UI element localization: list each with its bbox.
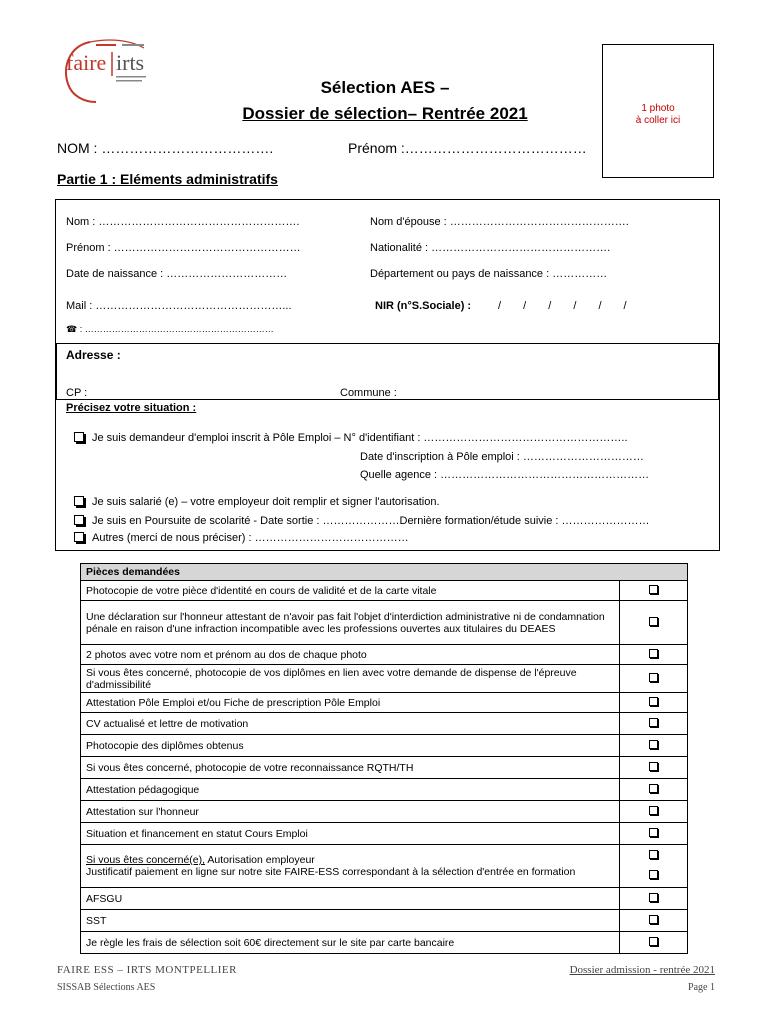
piece-row: Si vous êtes concerné, photocopie de votre reconnaissance RQTH/TH	[81, 757, 620, 779]
situation-demandeur-label: Je suis demandeur d'emploi inscrit à Pôle Emploi – N° d'identifiant : ………………………………………………..	[92, 432, 628, 444]
piece-row: Une déclaration sur l'honneur attestant de n'avoir pas fait l'objet d'interdiction administrative ni de condamnation pénale en raison d'une infraction incompatible avec les professions ouvertes aux titulaires du DEAES	[81, 601, 620, 645]
piece-row: Je règle les frais de sélection soit 60€ directement sur le site par carte bancaire	[81, 932, 620, 954]
prenom-input[interactable]: Prénom : ……………………………………………	[66, 242, 301, 254]
piece-checkbox[interactable]	[649, 915, 658, 924]
piece-row-employeur	[81, 845, 620, 888]
nom-epouse-input[interactable]: Nom d'épouse : ………………………………………….	[370, 216, 629, 228]
piece-checkbox[interactable]	[649, 893, 658, 902]
agence-field[interactable]: Quelle agence : …………………………………………………	[360, 469, 650, 481]
piece-checkbox[interactable]	[649, 585, 658, 594]
prenom-field[interactable]: Prénom :…………………………………	[348, 140, 587, 156]
piece-row: Attestation pédagogique	[81, 779, 620, 801]
piece-checkbox[interactable]	[649, 762, 658, 771]
piece-checkbox[interactable]	[649, 937, 658, 946]
faire-irts-logo	[60, 36, 172, 106]
date-inscription-field[interactable]: Date d'inscription à Pôle emploi : ……………………………	[360, 451, 644, 463]
commune-input[interactable]: Commune :	[340, 387, 397, 399]
piece-checkbox[interactable]	[649, 673, 658, 682]
situation-scolarite[interactable]	[74, 515, 650, 527]
piece-row: Attestation sur l'honneur	[81, 801, 620, 823]
nom-input[interactable]: Nom : ……………………………………………….	[66, 216, 300, 228]
photo-label-1: 1 photo	[641, 103, 675, 114]
situation-heading: Précisez votre situation :	[66, 402, 197, 414]
footer-sub: SISSAB Sélections AES	[57, 982, 156, 993]
piece-row: CV actualisé et lettre de motivation	[81, 713, 620, 735]
piece-checkbox[interactable]	[649, 718, 658, 727]
nir-label: NIR (n°S.Sociale) :	[375, 300, 472, 312]
date-naissance-input[interactable]: Date de naissance : ……………………………	[66, 268, 288, 280]
piece-row: SST	[81, 910, 620, 932]
nir-input[interactable]: / / / / / /	[498, 300, 627, 312]
piece-checkbox[interactable]	[649, 784, 658, 793]
title-line-1: Sélection AES –	[320, 78, 450, 97]
nom-field[interactable]: NOM : ……………………………….	[57, 140, 274, 156]
piece-row: Si vous êtes concerné, photocopie de vos diplômes en lien avec votre demande de dispense de l'épreuve d'admissibilité	[81, 665, 620, 693]
situation-autres[interactable]	[74, 532, 409, 544]
page-number: Page 1	[688, 982, 715, 993]
piece-checkbox[interactable]	[649, 828, 658, 837]
svg-text:irts: irts	[116, 50, 145, 75]
situation-autres-label: Autres (merci de nous préciser) : ……………………………………	[92, 532, 409, 544]
photo-box	[602, 44, 714, 178]
situation-salarie[interactable]	[74, 496, 440, 508]
phone-input[interactable]: ☎ : ………………………………………………………	[66, 324, 274, 334]
partie1-heading: Partie 1 : Eléments administratifs	[57, 171, 278, 187]
checkbox-salarie[interactable]	[74, 496, 84, 506]
piece-row: AFSGU	[81, 888, 620, 910]
nationalite-input[interactable]: Nationalité : ………………………………………….	[370, 242, 611, 254]
piece-checkbox[interactable]	[649, 649, 658, 658]
photo-label-2: à coller ici	[635, 115, 681, 126]
pieces-header: Pièces demandées	[81, 564, 688, 581]
piece-checkbox[interactable]	[649, 806, 658, 815]
piece-checkbox[interactable]	[649, 850, 658, 859]
cp-input[interactable]: CP :	[66, 387, 88, 399]
footer-org: FAIRE ESS – IRTS MONTPELLIER	[57, 964, 237, 976]
situation-scolarite-label: Je suis en Poursuite de scolarité - Date sortie : …………………Dernière formation/étude suivie : ……………………	[92, 515, 650, 527]
footer-doc-title: Dossier admission - rentrée 2021	[569, 964, 715, 976]
svg-text:faire: faire	[66, 50, 107, 75]
checkbox-autres[interactable]	[74, 532, 84, 542]
piece-row: Photocopie des diplômes obtenus	[81, 735, 620, 757]
pieces-table	[80, 563, 688, 954]
checkbox-demandeur[interactable]	[74, 432, 84, 442]
adresse-label: Adresse :	[66, 348, 121, 362]
concerne-text: Si vous êtes concerné(e),	[86, 854, 206, 866]
piece-row: Photocopie de votre pièce d'identité en cours de validité et de la carte vitale	[81, 581, 620, 601]
piece-row: Situation et financement en statut Cours Emploi	[81, 823, 620, 845]
piece-checkbox[interactable]	[649, 740, 658, 749]
piece-checkbox[interactable]	[649, 870, 658, 879]
piece-checkbox[interactable]	[649, 697, 658, 706]
checkbox-scolarite[interactable]	[74, 515, 84, 525]
title-line-2: Dossier de sélection– Rentrée 2021	[242, 104, 528, 123]
piece-row: Attestation Pôle Emploi et/ou Fiche de prescription Pôle Emploi	[81, 693, 620, 713]
departement-input[interactable]: Département ou pays de naissance : ……………	[370, 268, 608, 280]
autorisation-text: Autorisation employeur	[205, 854, 315, 866]
situation-salarie-label: Je suis salarié (e) – votre employeur doit remplir et signer l'autorisation.	[92, 496, 440, 508]
mail-input[interactable]: Mail : ……………………………………………...	[66, 300, 292, 312]
piece-checkbox[interactable]	[649, 617, 658, 626]
piece-row: 2 photos avec votre nom et prénom au dos de chaque photo	[81, 645, 620, 665]
situation-demandeur[interactable]	[74, 432, 628, 444]
justificatif-text: Justificatif paiement en ligne sur notre site FAIRE-ESS correspondant à la sélection d'entrée en formation	[86, 866, 576, 878]
